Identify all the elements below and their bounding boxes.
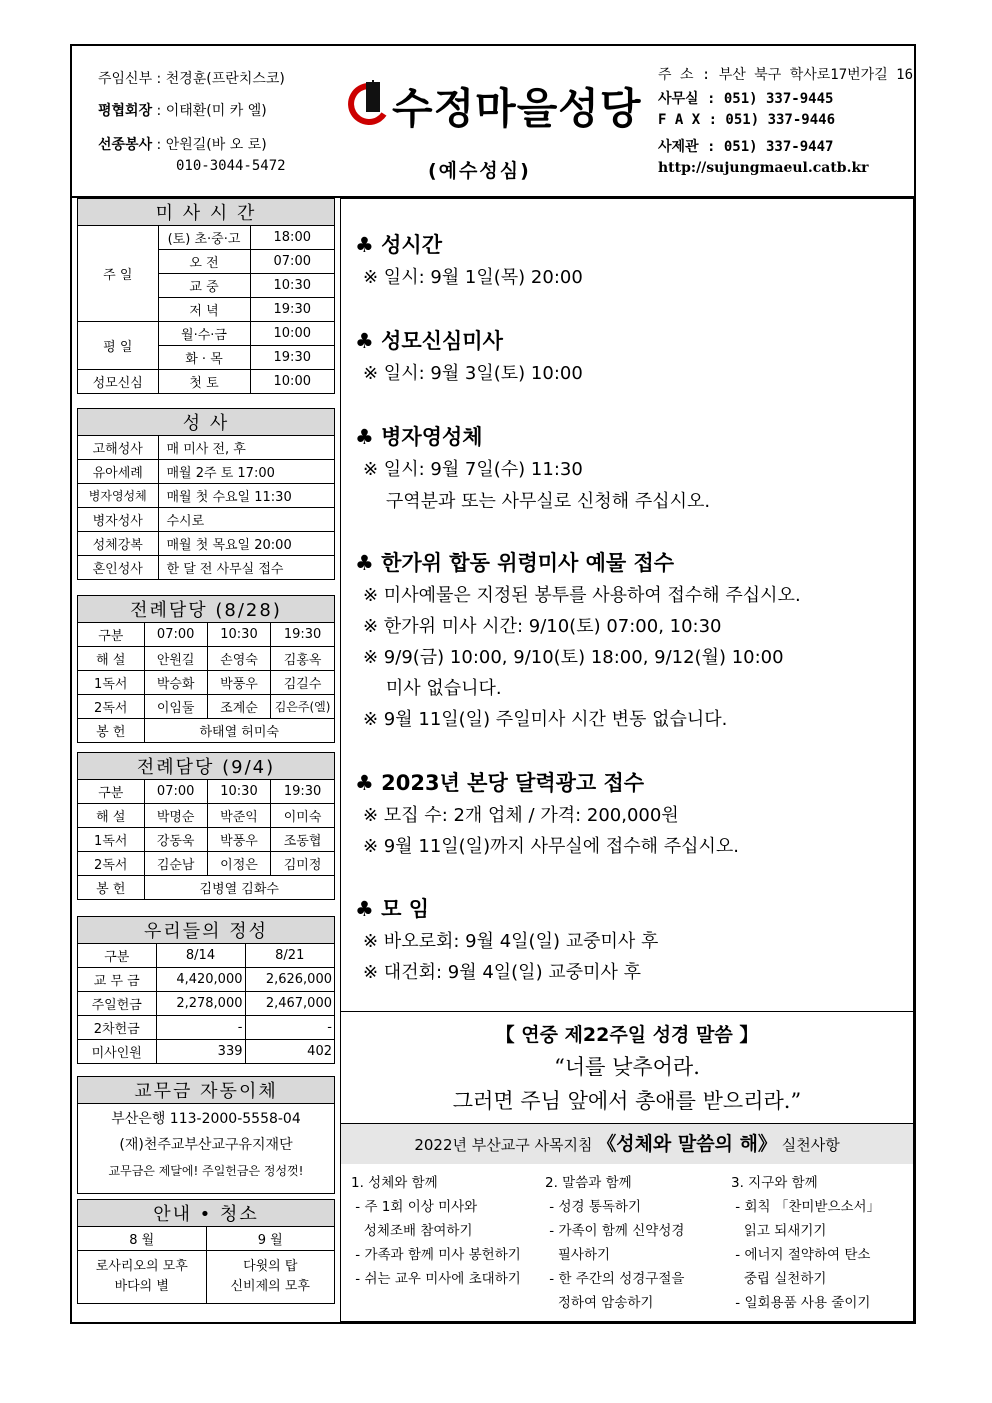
person-name: 박풍우 xyxy=(207,828,270,852)
pastor-name: 천경훈(프란치스코) xyxy=(165,71,285,87)
table-row xyxy=(78,828,334,852)
pastor-line: 주임신부 : 천경훈(프란치스코) xyxy=(98,71,285,87)
scripture-line: “너를 낮추어라. xyxy=(554,1055,700,1079)
table-row xyxy=(78,719,334,743)
person-name: 박풍우 xyxy=(207,671,270,695)
august-groups xyxy=(78,1251,206,1304)
finance-label: 미사인원 xyxy=(78,1040,156,1064)
table-row xyxy=(78,1016,334,1040)
table-row xyxy=(78,647,334,671)
table-row xyxy=(78,968,334,992)
column-header: 구분 xyxy=(78,944,156,968)
group-name: 바다의 별 xyxy=(114,1279,169,1294)
column-header: 8/14 xyxy=(156,944,245,968)
table-row xyxy=(78,804,334,828)
finance-value: 2,467,000 xyxy=(245,992,334,1016)
notice-title: ♣ 성모신심미사 xyxy=(355,329,503,353)
council-name: 이태환(미 카 엘) xyxy=(165,103,267,119)
person-name: 박준익 xyxy=(207,804,270,828)
mass-times-box xyxy=(77,198,335,394)
notice-line: ※ 9/9(금) 10:00, 9/10(토) 18:00, 9/12(월) 10:00 xyxy=(363,647,784,668)
column-header: 구분 xyxy=(78,780,144,804)
pastor-label: 주임신부 xyxy=(98,71,153,87)
notice-line: ※ 미사예물은 지정된 봉투를 사용하여 접수해 주십시오. xyxy=(363,585,801,606)
group-name: 신비제의 모후 xyxy=(230,1279,310,1294)
finance-box xyxy=(77,916,335,1064)
person-name: 김길수 xyxy=(271,671,334,695)
pastoral-theme: 《성체와 말씀의 해》 xyxy=(597,1133,777,1155)
mass-time: 18:00 xyxy=(250,226,334,250)
mass-day: 저 녁 xyxy=(158,298,250,322)
table-row xyxy=(78,322,334,346)
notice-title: ♣ 한가위 합동 위령미사 예물 접수 xyxy=(355,551,675,575)
table-row xyxy=(78,944,334,968)
role-label: 봉 헌 xyxy=(78,876,144,900)
september-groups xyxy=(206,1251,334,1304)
autopay-note: 교무금은 제달에! 주일헌금은 정성껏! xyxy=(108,1164,304,1178)
notice-line: ※ 대건회: 9월 4일(일) 교중미사 후 xyxy=(363,962,641,983)
person-name: 박승화 xyxy=(144,671,207,695)
pastoral-column-eucharist: 1. 성체와 함께 - 주 1회 이상 미사와 성체조배 참여하기 - 가족과 함께 미사 봉헌하기 - 쉬는 교우 미사에 초대하기 xyxy=(351,1175,521,1287)
sacrament-schedule: 한 달 전 사무실 접수 xyxy=(158,556,334,580)
notice-title: ♣ 성시간 xyxy=(355,233,442,257)
sacrament-name: 유아세례 xyxy=(78,460,158,484)
sacrament-name: 혼인성사 xyxy=(78,556,158,580)
notice-line: 구역분과 또는 사무실로 신청해 주십시오. xyxy=(363,491,711,512)
liturgy-title-2: 전례담당 (9/4) xyxy=(78,753,334,780)
liturgy-table-2 xyxy=(78,780,334,899)
notice-line: ※ 9월 11일(일) 주일미사 시간 변동 없습니다. xyxy=(363,709,728,730)
table-row xyxy=(78,1040,334,1064)
role-label: 2독서 xyxy=(78,695,144,719)
pastoral-banner xyxy=(341,1123,913,1164)
table-row xyxy=(78,695,334,719)
person-name: 손영숙 xyxy=(207,647,270,671)
finance-value: - xyxy=(156,1016,245,1040)
mass-day: 오 전 xyxy=(158,250,250,274)
sacrament-name: 병자영성체 xyxy=(78,484,158,508)
group-name: 로사리오의 모후 xyxy=(95,1259,188,1274)
sacraments-title: 성 사 xyxy=(78,409,334,436)
pastoral-column-word: 2. 말씀과 함께 - 성경 통독하기 - 가족이 함께 신약성경 필사하기 - 한 주간의 성경구절을 정하여 암송하기 xyxy=(545,1175,685,1311)
scripture-line: 그러면 주님 앞에서 총애를 받으리라.” xyxy=(452,1089,802,1113)
finance-label: 교 무 금 xyxy=(78,968,156,992)
rectory-phone: 사제관 : 051) 337-9447 xyxy=(658,139,834,155)
person-name: 박명순 xyxy=(144,804,207,828)
address: 주 소 : 부산 북구 학사로17번가길 16 xyxy=(658,67,914,83)
finance-value: 2,626,000 xyxy=(245,968,334,992)
column-header: 10:30 xyxy=(207,780,270,804)
finance-value: 402 xyxy=(245,1040,334,1064)
finance-table xyxy=(78,944,334,1063)
finance-value: - xyxy=(245,1016,334,1040)
finance-label: 주일헌금 xyxy=(78,992,156,1016)
finance-value: 2,278,000 xyxy=(156,992,245,1016)
mission-label: 선종봉사 xyxy=(98,137,153,153)
notice-title: ♣ 2023년 본당 달력광고 접수 xyxy=(355,771,645,795)
mass-times-table xyxy=(78,226,334,393)
scripture-box xyxy=(341,1011,913,1124)
column-header: 07:00 xyxy=(144,623,207,647)
mass-time: 10:30 xyxy=(250,274,334,298)
sacraments-box xyxy=(77,408,335,580)
liturgy-table-1 xyxy=(78,623,334,742)
role-label: 봉 헌 xyxy=(78,719,144,743)
notice-line: ※ 한가위 미사 시간: 9/10(토) 07:00, 10:30 xyxy=(363,616,722,637)
sacraments-table xyxy=(78,436,334,579)
table-row xyxy=(78,532,334,556)
person-name: 강동욱 xyxy=(144,828,207,852)
role-label: 해 설 xyxy=(78,647,144,671)
account-holder: (재)천주교부산교구유지재단 xyxy=(119,1137,293,1153)
table-row xyxy=(78,876,334,900)
council-line: 평협회장 : 이태환(미 카 엘) xyxy=(98,103,267,119)
notice-title: ♣ 병자영성체 xyxy=(355,425,483,449)
notice-line: ※ 일시: 9월 7일(수) 11:30 xyxy=(363,459,583,480)
autopay-lines xyxy=(78,1106,334,1184)
notice-line: ※ 일시: 9월 1일(목) 20:00 xyxy=(363,267,583,288)
sacrament-schedule: 수시로 xyxy=(158,508,334,532)
council-label: 평협회장 xyxy=(98,103,153,119)
mission-line: 선종봉사 : 안원길(바 오 로) xyxy=(98,137,267,153)
offering-names: 하태열 허미숙 xyxy=(144,719,334,743)
table-row xyxy=(78,460,334,484)
column-header: 8/21 xyxy=(245,944,334,968)
finance-title: 우리들의 정성 xyxy=(78,917,334,944)
notices-box xyxy=(340,198,914,1322)
church-logo-icon xyxy=(348,80,390,126)
person-name: 이정은 xyxy=(207,852,270,876)
sacrament-schedule: 매 미사 전, 후 xyxy=(158,436,334,460)
column-header: 19:30 xyxy=(271,623,334,647)
finance-label: 2차헌금 xyxy=(78,1016,156,1040)
group-name: 다윗의 탑 xyxy=(243,1259,298,1274)
column-header: 구분 xyxy=(78,623,144,647)
pastoral-prefix: 2022년 부산교구 사목지침 xyxy=(414,1136,593,1154)
mass-day: 화 · 목 xyxy=(158,346,250,370)
column-header: 07:00 xyxy=(144,780,207,804)
parish-name: 수정마을성당 xyxy=(392,84,642,133)
person-name: 김미정 xyxy=(271,852,334,876)
table-row xyxy=(78,671,334,695)
mass-time: 19:30 xyxy=(250,346,334,370)
mission-phone: 010-3044-5472 xyxy=(176,158,286,174)
weekday-label: 평 일 xyxy=(78,322,158,370)
table-row xyxy=(78,370,334,394)
role-label: 1독서 xyxy=(78,671,144,695)
mass-time: 19:30 xyxy=(250,298,334,322)
notice-title: ♣ 모 임 xyxy=(355,897,430,921)
person-name: 조계순 xyxy=(207,695,270,719)
liturgy-box-1 xyxy=(77,595,335,743)
finance-value: 4,420,000 xyxy=(156,968,245,992)
pastoral-suffix: 실천사항 xyxy=(781,1136,840,1154)
feast-title: (예수성심) xyxy=(428,160,531,182)
table-row xyxy=(78,484,334,508)
autopay-title: 교무금 자동이체 xyxy=(78,1077,334,1104)
person-name: 이미숙 xyxy=(271,804,334,828)
person-name: 조동협 xyxy=(271,828,334,852)
table-row xyxy=(78,508,334,532)
column-header: 19:30 xyxy=(271,780,334,804)
website-link[interactable]: http://sujungmaeul.catb.kr xyxy=(658,160,869,176)
offering-names: 김병열 김화수 xyxy=(144,876,334,900)
person-name: 김홍옥 xyxy=(271,647,334,671)
finance-value: 339 xyxy=(156,1040,245,1064)
mass-time: 10:00 xyxy=(250,322,334,346)
sacrament-name: 성체강복 xyxy=(78,532,158,556)
bulletin-frame xyxy=(70,44,916,1324)
sacrament-schedule: 매월 첫 목요일 20:00 xyxy=(158,532,334,556)
table-row xyxy=(78,992,334,1016)
table-row xyxy=(78,556,334,580)
table-row xyxy=(78,1227,334,1251)
mass-day: (토) 초·중·고 xyxy=(158,226,250,250)
cleaning-title: 안내 • 청소 xyxy=(78,1200,334,1227)
pastoral-column-earth: 3. 지구와 함께 - 회칙 「찬미받으소서」 읽고 되새기기 - 에너지 절약하여 탄소 중립 실천하기 - 일회용품 사용 줄이기 xyxy=(731,1175,881,1311)
mass-times-title: 미 사 시 간 xyxy=(78,199,334,226)
cleaning-box xyxy=(77,1199,335,1304)
notice-line: ※ 9월 11일(일)까지 사무실에 접수해 주십시오. xyxy=(363,836,740,857)
notice-line: 미사 없습니다. xyxy=(363,678,502,699)
liturgy-title-1: 전례담당 (8/28) xyxy=(78,596,334,623)
mission-name: 안원길(바 오 로) xyxy=(165,137,267,153)
table-row xyxy=(78,436,334,460)
first-saturday-label: 성모신심 xyxy=(78,370,158,394)
mass-time: 07:00 xyxy=(250,250,334,274)
table-row xyxy=(78,226,334,250)
table-row xyxy=(78,623,334,647)
liturgy-box-2 xyxy=(77,752,335,900)
column-header: 8 월 xyxy=(78,1227,206,1251)
table-row xyxy=(78,780,334,804)
person-name: 김은주(엘) xyxy=(271,695,334,719)
person-name: 안원길 xyxy=(144,647,207,671)
table-row xyxy=(78,1251,334,1304)
person-name: 이임둘 xyxy=(144,695,207,719)
role-label: 1독서 xyxy=(78,828,144,852)
table-row xyxy=(78,852,334,876)
cleaning-table xyxy=(78,1227,334,1303)
mass-day: 월·수·금 xyxy=(158,322,250,346)
sacrament-schedule: 매월 첫 수요일 11:30 xyxy=(158,484,334,508)
fax: F A X : 051) 337-9446 xyxy=(658,112,836,128)
role-label: 2독서 xyxy=(78,852,144,876)
notice-line: ※ 바오로회: 9월 4일(일) 교중미사 후 xyxy=(363,931,659,952)
sunday-label: 주 일 xyxy=(78,226,158,322)
sacrament-schedule: 매월 2주 토 17:00 xyxy=(158,460,334,484)
mass-day: 교 중 xyxy=(158,274,250,298)
autopay-box xyxy=(77,1076,335,1194)
sacrament-name: 병자성사 xyxy=(78,508,158,532)
sacrament-name: 고해성사 xyxy=(78,436,158,460)
mass-day: 첫 토 xyxy=(158,370,250,394)
mass-time: 10:00 xyxy=(250,370,334,394)
notice-line: ※ 일시: 9월 3일(토) 10:00 xyxy=(363,363,583,384)
header xyxy=(72,46,914,198)
column-header: 10:30 xyxy=(207,623,270,647)
column-header: 9 월 xyxy=(206,1227,334,1251)
notice-line: ※ 모집 수: 2개 업체 / 가격: 200,000원 xyxy=(363,805,679,826)
role-label: 해 설 xyxy=(78,804,144,828)
office-phone: 사무실 : 051) 337-9445 xyxy=(658,91,834,107)
bank-account: 부산은행 113-2000-5558-04 xyxy=(111,1111,301,1127)
person-name: 김순남 xyxy=(144,852,207,876)
scripture-title: 【 연중 제22주일 성경 말씀 】 xyxy=(495,1024,759,1046)
